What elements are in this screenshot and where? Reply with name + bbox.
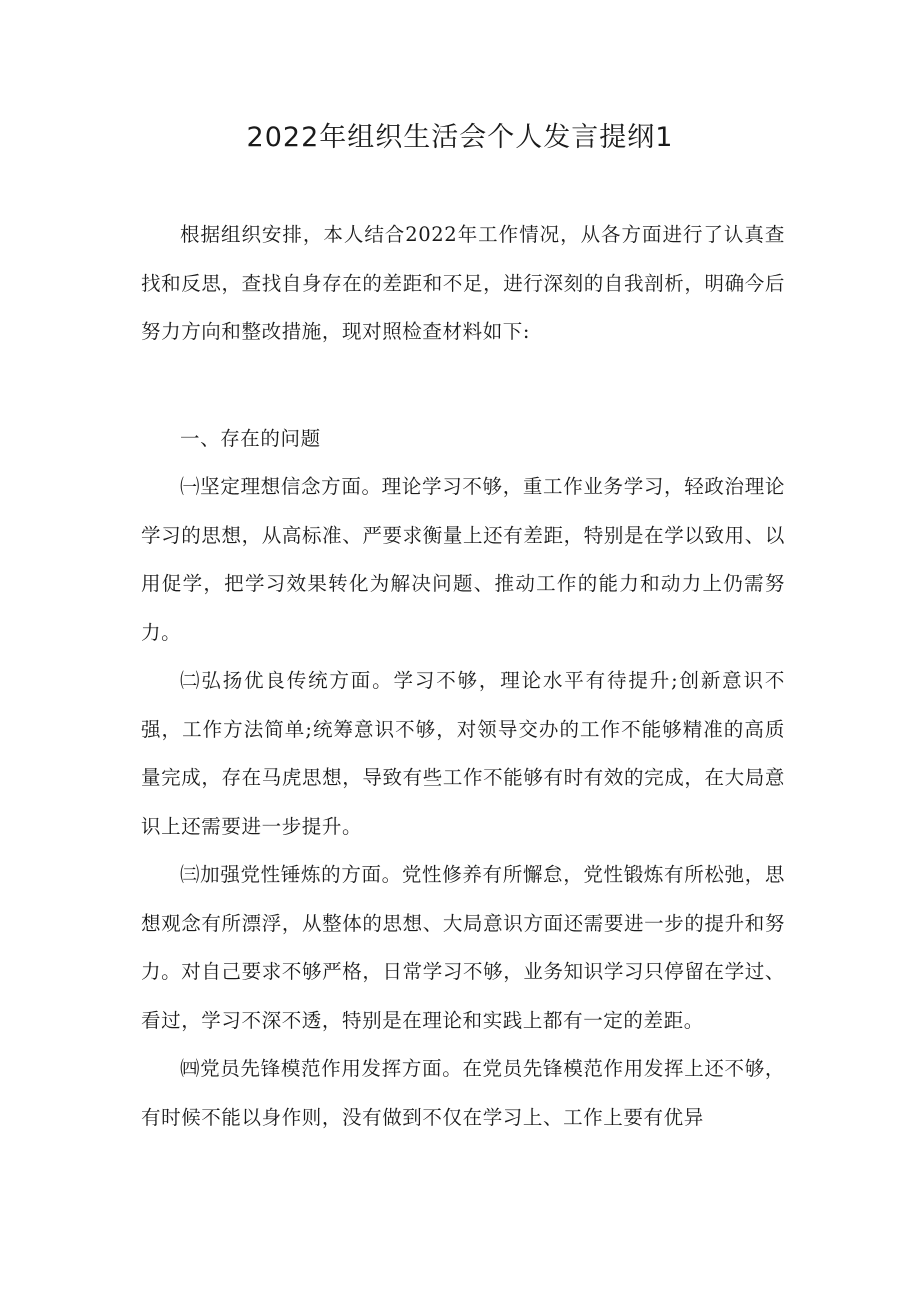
document-body — [141, 211, 785, 1142]
item-paragraph-4: ㈣党员先锋模范作用发挥方面。在党员先锋模范作用发挥上还不够，有时候不能以身作则，没有做到不仅在学习上、工作上要有优异 — [141, 1057, 785, 1129]
item-paragraph-3: ㈢加强党性锤炼的方面。党性修养有所懈怠，党性锻炼有所松弛，思想观念有所漂浮，从整体的思想、大局意识方面还需要进一步的提升和努力。对自己要求不够严格，日常学习不够，业务知识学习只停留在学过、看过，学习不深不透，特别是在理论和实践上都有一定的差距。 — [141, 863, 785, 1032]
document-title: 2022年组织生活会个人发言提纲1 — [246, 122, 674, 153]
intro-paragraph: 根据组织安排，本人结合2022年工作情况，从各方面进行了认真查找和反思，查找自身存在的差距和不足，进行深刻的自我剖析，明确今后努力方向和整改措施，现对照检查材料如下: — [141, 223, 785, 343]
item-paragraph-1: ㈠坚定理想信念方面。理论学习不够，重工作业务学习，轻政治理论学习的思想，从高标准、严要求衡量上还有差距，特别是在学以致用、以用促学，把学习效果转化为解决问题、推动工作的能力和动力上仍需努力。 — [141, 475, 785, 644]
section-heading: 一、存在的问题 — [180, 426, 321, 450]
item-paragraph-2: ㈡弘扬优良传统方面。学习不够，理论水平有待提升;创新意识不强，工作方法简单;统筹意识不够，对领导交办的工作不能够精准的高质量完成，存在马虎思想，导致有些工作不能够有时有效的完成，在大局意识上还需要进一步提升。 — [141, 669, 785, 838]
paragraph-gap — [141, 357, 785, 415]
